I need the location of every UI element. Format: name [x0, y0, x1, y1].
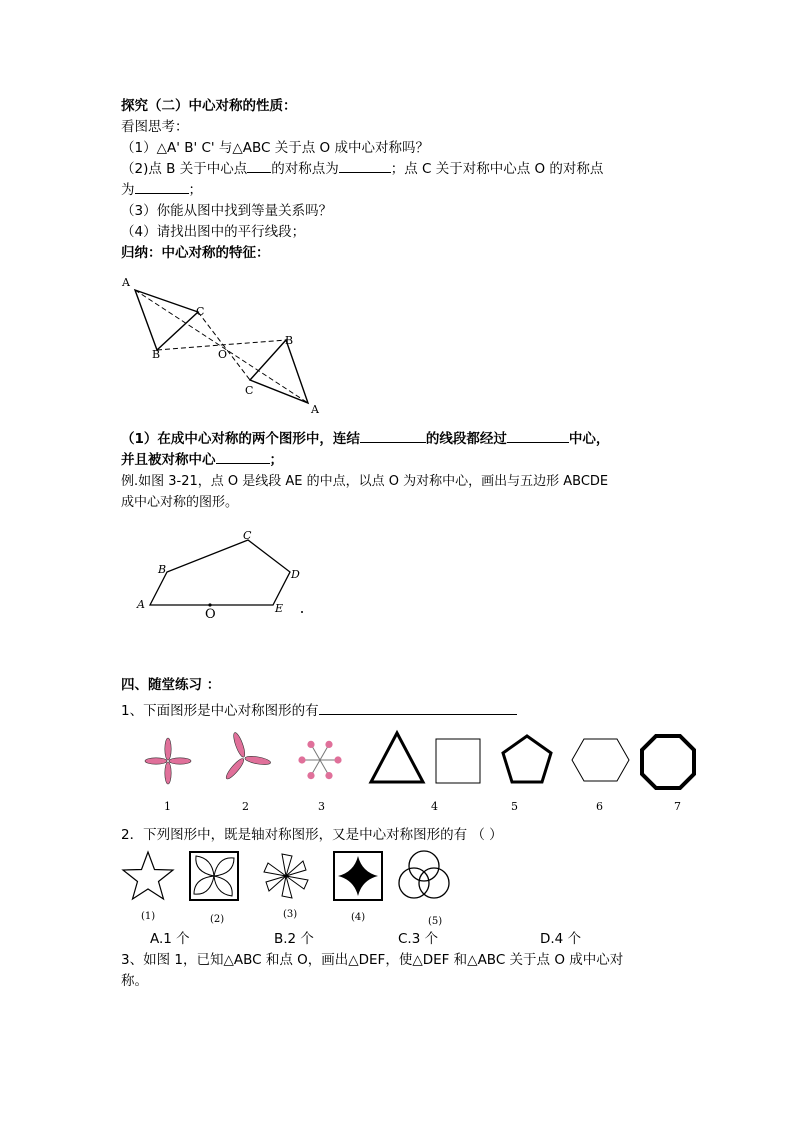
answer-blank[interactable] — [216, 451, 270, 464]
three-petal-shape — [224, 731, 271, 781]
label-pent-c: C — [243, 529, 252, 542]
example-line-2: 成中心对称的图形。 — [121, 495, 239, 510]
option-c[interactable]: C.3 个 — [398, 931, 439, 947]
answer-blank[interactable] — [339, 160, 391, 173]
label-pent-b: B — [158, 563, 167, 576]
shape-number: 5 — [511, 800, 518, 813]
option-a[interactable]: A.1 个 — [150, 931, 190, 947]
star-shape — [123, 852, 173, 899]
question-2 — [121, 160, 603, 178]
question-2-mid: 的对称点为 — [271, 161, 339, 177]
four-petal-shape — [145, 738, 191, 784]
summary-heading: 归纳：中心对称的特征： — [121, 245, 270, 261]
property-1-post: 中心， — [568, 431, 610, 447]
practice-q3-line-1: 3、如图 1，已知△ABC 和点 O，画出△DEF，使△DEF 和△ABC 关于点 O 成中心对 — [121, 952, 624, 968]
property-line-2 — [121, 451, 283, 469]
label-a: A — [122, 276, 130, 289]
pentagon-abcde — [150, 540, 290, 605]
question-3: （3）你能从图中找到等量关系吗？ — [121, 203, 333, 219]
shapes-row — [140, 728, 700, 798]
triangle-shape — [371, 733, 423, 782]
answer-blank[interactable] — [507, 430, 569, 443]
label-a-prime: A — [311, 403, 319, 416]
property-1-pre: （1）在成中心对称的两个图形中，连结 — [121, 431, 360, 447]
shape-number: 1 — [164, 800, 171, 813]
label-pent-e: E — [275, 602, 284, 615]
symmetry-figure — [110, 270, 340, 420]
hexagon-shape — [572, 739, 629, 781]
question-2-cont — [121, 181, 202, 199]
stray-dot — [301, 611, 303, 613]
figures-row — [118, 850, 478, 912]
square-shape — [436, 739, 480, 783]
label-pent-d: D — [291, 568, 300, 581]
question-2-post: ；点 C 关于对称中心点 O 的对称点 — [390, 161, 604, 177]
intro-text: 看图思考： — [121, 119, 189, 135]
question-1: （1）△A' B' C' 与△ABC 关于点 O 成中心对称吗？ — [121, 140, 429, 156]
question-2-pre: （2)点 B 关于中心点 — [121, 161, 248, 177]
practice-heading: 四、随堂练习 ： — [121, 677, 221, 693]
hexagon-star-shape — [298, 741, 341, 779]
figure-label: (2) — [210, 914, 225, 925]
triangle-abc-image — [250, 340, 308, 403]
figure-label: (3) — [283, 909, 298, 920]
example-line-1: 例.如图 3-21，点 O 是线段 AE 的中点，以点 O 为对称中心，画出与五边形 ABCDE — [121, 474, 609, 489]
label-b: B — [152, 348, 161, 361]
figure-label: (4) — [351, 912, 366, 923]
pentagon-shape — [503, 736, 551, 782]
label-c: C — [196, 305, 205, 318]
octagon-shape — [642, 736, 694, 788]
shape-number: 7 — [674, 800, 681, 813]
answer-blank[interactable] — [360, 430, 426, 443]
section-heading: 探究（二）中心对称的性质： — [121, 98, 297, 114]
option-b[interactable]: B.2 个 — [274, 931, 314, 947]
practice-q3-line-2: 称。 — [121, 973, 148, 989]
three-circles-shape — [399, 851, 449, 898]
square-petals-shape — [190, 852, 238, 900]
practice-q1 — [121, 702, 517, 720]
label-o: O — [218, 348, 228, 361]
property-2-post: ； — [269, 452, 283, 468]
label-b-prime: B — [285, 334, 294, 347]
square-star-shape — [334, 852, 382, 900]
practice-q1-text: 1、下面图形是中心对称图形的有 — [121, 703, 319, 719]
answer-blank[interactable] — [319, 702, 517, 715]
question-4: （4）请找出图中的平行线段； — [121, 224, 306, 240]
property-1-mid: 的线段都经过 — [425, 431, 507, 447]
practice-q2: 2．下列图形中，既是轴对称图形，又是中心对称图形的有 （ ） — [121, 827, 503, 843]
question-2b-pre: 为 — [121, 182, 135, 198]
triangle-abc — [135, 290, 198, 350]
answer-blank[interactable] — [135, 181, 189, 194]
shape-number: 6 — [596, 800, 603, 813]
answer-blank[interactable] — [247, 160, 271, 173]
figure-label: (1) — [141, 911, 156, 922]
property-2-pre: 并且被对称中心 — [121, 452, 216, 468]
property-line-1 — [121, 430, 609, 448]
option-d[interactable]: D.4 个 — [540, 931, 582, 947]
label-pent-a: A — [137, 598, 145, 611]
label-c-prime: C — [245, 384, 254, 397]
label-pent-o: O — [205, 607, 216, 622]
figure-label: (5) — [428, 916, 443, 927]
question-2b-post: ； — [188, 182, 202, 198]
shape-number: 2 — [242, 800, 249, 813]
shape-number: 4 — [431, 800, 438, 813]
shape-number: 3 — [318, 800, 325, 813]
pinwheel-shape — [264, 854, 308, 898]
